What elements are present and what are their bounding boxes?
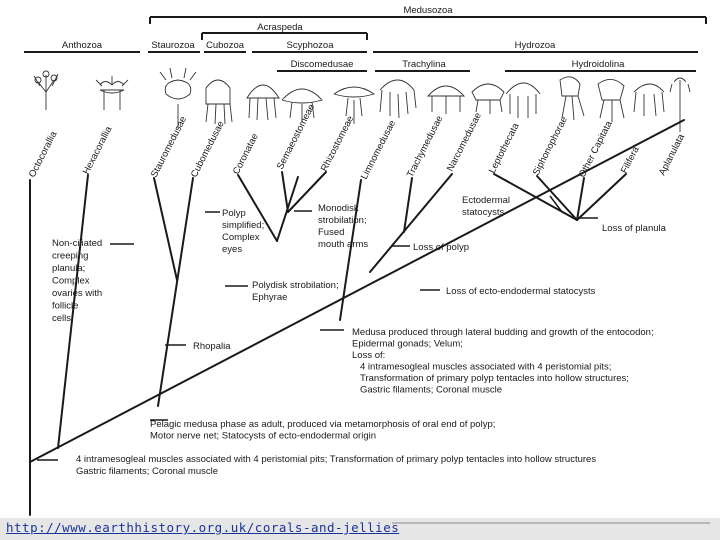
annot-polydisk: Polydisk strobilation; Ephyrae [252, 280, 339, 303]
branch-stauromedusae [154, 178, 177, 280]
annot-monodisk: Monodisk strobilation; Fused mouth arms [318, 203, 369, 250]
anthozoa-label: Anthozoa [61, 40, 103, 51]
taxon-label-octocorallia: Octocorallia [26, 129, 60, 180]
footer-divider [392, 522, 710, 524]
header-labels [62, 5, 625, 70]
taxon-label-coronatae: Coronatae [230, 131, 261, 177]
trachylina-label: Trachylina [402, 59, 446, 70]
annot-polyp-simplified: Polyp simplified; Complex eyes [222, 208, 265, 255]
hexacoral-illustration [96, 76, 128, 110]
taxon-label-leptothecata: Leptothecata [486, 121, 522, 176]
coronate-illustration [247, 85, 279, 120]
narcomedusa-illustration [472, 84, 504, 114]
discomedusae-label: Discomedusae [290, 59, 354, 70]
annot-loss-of-planula: Loss of planula [602, 223, 666, 234]
annot-loss-of-polyp: Loss of polyp [413, 242, 469, 253]
annot-rhopalia: Rhopalia [193, 341, 231, 352]
taxon-label-filifera: Filifera [618, 144, 642, 176]
acraspeda-label: Acraspeda [257, 22, 303, 33]
leptothecate-illustration [506, 83, 540, 118]
annot-ectodermal: Ectodermal statocysts [462, 195, 511, 218]
taxon-label-limnomedusae: Limnomedusae [358, 118, 399, 182]
taxon-label-narcomedusae: Narcomedusae [444, 110, 484, 174]
taxon-label-aplanulata: Aplanulata [656, 132, 688, 178]
taxon-label-rhizostomeae: Rhizostomeae [318, 114, 357, 174]
organism-illustrations [34, 68, 690, 132]
aplanulata-illustration [670, 78, 690, 132]
medusozoa-label: Medusozoa [403, 5, 453, 16]
capitate-illustration [598, 79, 624, 122]
branch-cubomedusae [158, 178, 193, 406]
cubomedusa-illustration [206, 80, 232, 124]
hydrozoa-label: Hydrozoa [514, 40, 556, 51]
taxon-label-semaeostomeae: Semaeostomeae [274, 102, 318, 172]
annotations [52, 195, 667, 477]
filifera-illustration [634, 84, 664, 116]
source-link[interactable]: http://www.earthhistory.org.uk/corals-and-jellies [6, 520, 400, 535]
branch-siphonophorae [537, 176, 577, 220]
annot-pelagic-medusa: Pelagic medusa phase as adult, produced via metamorphosis of oral end of polyp; Motor nerve net; Statocysts of ecto-endodermal origin [150, 419, 496, 442]
taxon-label-stauromedusae: Stauromedusae [148, 114, 190, 180]
taxon-label-siphonophorae: Siphonophorae [530, 114, 570, 178]
branch-semaeostomeae [282, 172, 288, 212]
cubozoa-label: Cubozoa [205, 40, 245, 51]
trachymedusa-illustration [428, 86, 464, 114]
branch-hexacorallia [58, 175, 88, 448]
hydroidolina-label: Hydroidolina [571, 59, 625, 70]
annot-four-intramesogleal: 4 intramesogleal muscles associated with 4 peristomial pits; Transformation of primary polyp tentacles into hollow structures Gastric filaments; Coronal muscle [76, 454, 597, 477]
limnomedusa-illustration [380, 80, 416, 118]
scyphozoa-label: Scyphozoa [286, 40, 334, 51]
annot-non-ciliated: Non-ciliated creeping planula; Complex ovaries with follicle cells [52, 238, 103, 324]
taxon-label-cubomedusae: Cubomedusae [188, 119, 227, 180]
octocoral-illustration [34, 71, 58, 110]
taxon-label-trachymedusae: Trachymedusae [404, 113, 446, 180]
annot-loss-ecto-endodermal: Loss of ecto-endodermal statocysts [446, 286, 596, 297]
annot-medusa-produced: Medusa produced through lateral budding and growth of the entocodon; Epidermal gonads; Velum; Loss of: 4 intramesogleal muscles associated with 4 peristomial pits; Transformation of primary polyp tentacles into hollow structures; Gastric filaments; Coronal muscle [352, 327, 654, 396]
siphonophore-illustration [560, 77, 584, 120]
taxon-label-other-capitata: Other Capitata [576, 119, 615, 180]
staurozoa-label: Staurozoa [151, 40, 195, 51]
taxon-label-hexacorallia: Hexacorallia [80, 124, 115, 177]
branch-medusa [340, 180, 361, 320]
